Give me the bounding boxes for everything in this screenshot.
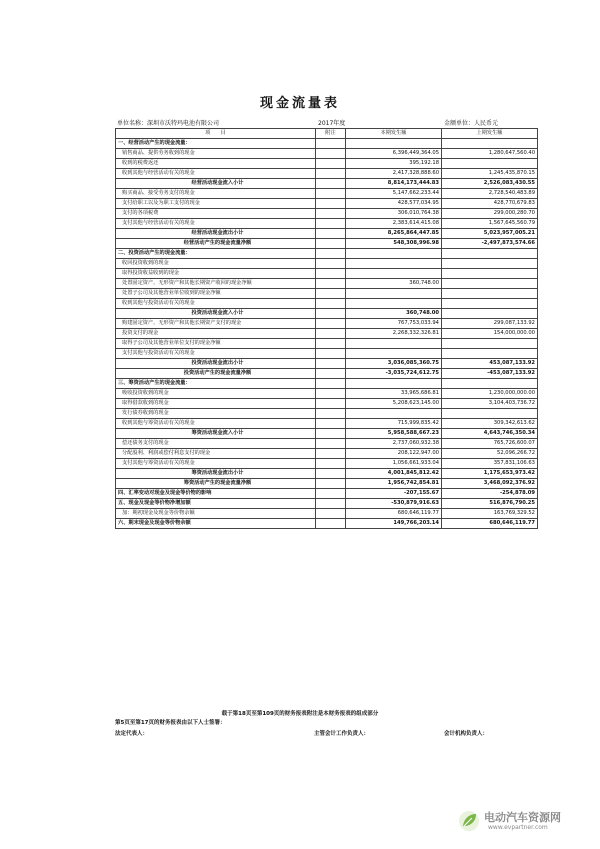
row-current-amount bbox=[346, 409, 442, 419]
row-current-amount: 360,748.00 bbox=[346, 309, 442, 319]
table-row bbox=[116, 239, 538, 249]
row-current-amount bbox=[346, 299, 442, 309]
table-row bbox=[116, 429, 538, 439]
row-current-amount: 149,766,203.14 bbox=[346, 519, 442, 529]
footer-pages: 第5页至第17页的财务报表由以下人士签署： bbox=[115, 720, 226, 726]
row-prior-amount: 453,087,133.92 bbox=[442, 359, 538, 369]
chief-accountant-label: 主管会计工作负责人： bbox=[314, 731, 370, 737]
table-row bbox=[116, 139, 538, 149]
row-item-cell: 取得借款收到的现金 bbox=[116, 399, 316, 409]
row-current-amount: -3,035,724,612.75 bbox=[346, 369, 442, 379]
row-current-amount: 395,192.18 bbox=[346, 159, 442, 169]
table-row bbox=[116, 369, 538, 379]
row-note-cell bbox=[316, 289, 346, 299]
table-row bbox=[116, 219, 538, 229]
table-row bbox=[116, 259, 538, 269]
row-note-cell bbox=[316, 469, 346, 479]
table-row bbox=[116, 209, 538, 219]
row-note-cell bbox=[316, 319, 346, 329]
row-prior-amount bbox=[442, 309, 538, 319]
company-name: 单位名称：深圳市沃特玛电池有限公司 bbox=[117, 120, 220, 127]
table-row bbox=[116, 509, 538, 519]
row-item-cell: 加：期初现金及现金等价物余额 bbox=[116, 509, 316, 519]
row-current-amount: 5,147,662,233.44 bbox=[346, 189, 442, 199]
row-item-cell: 投资活动现金流入小计 bbox=[116, 309, 316, 319]
row-current-amount: 2,737,060,932.38 bbox=[346, 439, 442, 449]
watermark bbox=[458, 808, 598, 836]
column-header-item: 项 目 bbox=[116, 129, 316, 139]
row-item-cell: 六、期末现金及现金等价物余额 bbox=[116, 519, 316, 529]
row-prior-amount: 1,280,647,560.40 bbox=[442, 149, 538, 159]
row-prior-amount bbox=[442, 379, 538, 389]
row-current-amount: 306,010,764.38 bbox=[346, 209, 442, 219]
row-note-cell bbox=[316, 419, 346, 429]
table-row bbox=[116, 229, 538, 239]
table-row bbox=[116, 479, 538, 489]
table-row bbox=[116, 439, 538, 449]
row-note-cell bbox=[316, 169, 346, 179]
row-prior-amount: 2,526,083,430.55 bbox=[442, 179, 538, 189]
row-item-cell: 发行债券收到的现金 bbox=[116, 409, 316, 419]
row-note-cell bbox=[316, 159, 346, 169]
row-item-cell: 购建固定资产、无形资产和其他长期资产支付的现金 bbox=[116, 319, 316, 329]
table-row bbox=[116, 329, 538, 339]
row-note-cell bbox=[316, 429, 346, 439]
watermark-url: www.evpartner.com bbox=[488, 824, 548, 831]
row-current-amount: 767,753,033.94 bbox=[346, 319, 442, 329]
row-current-amount: 548,308,996.98 bbox=[346, 239, 442, 249]
row-item-cell: 分配股利、利润或偿付利息支付的现金 bbox=[116, 449, 316, 459]
row-note-cell bbox=[316, 479, 346, 489]
row-note-cell bbox=[316, 209, 346, 219]
cash-flow-table bbox=[115, 128, 538, 529]
table-row bbox=[116, 489, 538, 499]
table-body bbox=[116, 139, 538, 529]
row-note-cell bbox=[316, 439, 346, 449]
row-item-cell: 销售商品、提供劳务收到的现金 bbox=[116, 149, 316, 159]
table-row bbox=[116, 499, 538, 509]
row-current-amount bbox=[346, 289, 442, 299]
row-note-cell bbox=[316, 449, 346, 459]
row-prior-amount: 154,000,000.00 bbox=[442, 329, 538, 339]
row-item-cell: 二、投资活动产生的现金流量： bbox=[116, 249, 316, 259]
row-note-cell bbox=[316, 149, 346, 159]
row-note-cell bbox=[316, 229, 346, 239]
row-prior-amount bbox=[442, 259, 538, 269]
row-item-cell: 取得投资收益收到的现金 bbox=[116, 269, 316, 279]
table-row bbox=[116, 199, 538, 209]
row-note-cell bbox=[316, 259, 346, 269]
row-note-cell bbox=[316, 239, 346, 249]
row-note-cell bbox=[316, 179, 346, 189]
row-note-cell bbox=[316, 519, 346, 529]
table-row bbox=[116, 149, 538, 159]
row-prior-amount bbox=[442, 299, 538, 309]
row-current-amount: 5,208,623,145.00 bbox=[346, 399, 442, 409]
row-prior-amount bbox=[442, 289, 538, 299]
row-note-cell bbox=[316, 139, 346, 149]
row-current-amount: 680,646,119.77 bbox=[346, 509, 442, 519]
row-current-amount: 715,999,835.42 bbox=[346, 419, 442, 429]
table-row bbox=[116, 449, 538, 459]
row-note-cell bbox=[316, 489, 346, 499]
watermark-text: 电动汽车资源网 bbox=[484, 811, 561, 824]
row-prior-amount: 5,023,957,005.21 bbox=[442, 229, 538, 239]
table-row bbox=[116, 319, 538, 329]
row-current-amount: 8,814,173,444.83 bbox=[346, 179, 442, 189]
report-year: 2017年度 bbox=[318, 120, 346, 127]
row-current-amount bbox=[346, 269, 442, 279]
row-prior-amount: -2,497,873,574.66 bbox=[442, 239, 538, 249]
table-row bbox=[116, 469, 538, 479]
page-title: 现金流量表 bbox=[259, 96, 340, 111]
legal-representative-label: 法定代表人： bbox=[115, 731, 149, 737]
row-prior-amount bbox=[442, 349, 538, 359]
table-row bbox=[116, 179, 538, 189]
table-row bbox=[116, 269, 538, 279]
column-header-current: 本期发生额 bbox=[346, 129, 442, 139]
row-item-cell: 四、汇率变动对现金及现金等价物的影响 bbox=[116, 489, 316, 499]
table-row bbox=[116, 409, 538, 419]
row-current-amount: 3,036,085,360.75 bbox=[346, 359, 442, 369]
row-prior-amount: 1,245,435,870.15 bbox=[442, 169, 538, 179]
row-item-cell: 收回投资收到的现金 bbox=[116, 259, 316, 269]
row-prior-amount: 3,104,403,736.72 bbox=[442, 399, 538, 409]
row-current-amount: -207,155.67 bbox=[346, 489, 442, 499]
footer-note: 载于第18页至第109页的财务报表附注是本财务报表的组成部分 bbox=[221, 711, 379, 717]
table-row bbox=[116, 309, 538, 319]
currency-unit: 金额单位：人民币元 bbox=[444, 120, 499, 127]
row-current-amount bbox=[346, 259, 442, 269]
row-item-cell: 处置子公司及其他营业单位收到的现金净额 bbox=[116, 289, 316, 299]
row-note-cell bbox=[316, 249, 346, 259]
table-row bbox=[116, 459, 538, 469]
row-item-cell: 筹资活动产生的现金流量净额 bbox=[116, 479, 316, 489]
table-row bbox=[116, 159, 538, 169]
table-row bbox=[116, 389, 538, 399]
row-current-amount bbox=[346, 139, 442, 149]
row-prior-amount bbox=[442, 279, 538, 289]
row-item-cell: 一、经营活动产生的现金流量： bbox=[116, 139, 316, 149]
row-item-cell: 经营活动现金流出小计 bbox=[116, 229, 316, 239]
table-row bbox=[116, 379, 538, 389]
column-header-prior: 上期发生额 bbox=[442, 129, 538, 139]
row-current-amount: 1,956,742,854.81 bbox=[346, 479, 442, 489]
row-prior-amount bbox=[442, 409, 538, 419]
row-item-cell: 收到其他与经营活动有关的现金 bbox=[116, 169, 316, 179]
table-row bbox=[116, 359, 538, 369]
row-item-cell: 支付给职工以及为职工支付的现金 bbox=[116, 199, 316, 209]
table-row bbox=[116, 399, 538, 409]
row-note-cell bbox=[316, 269, 346, 279]
row-prior-amount: -453,087,133.92 bbox=[442, 369, 538, 379]
row-item-cell: 筹资活动现金流出小计 bbox=[116, 469, 316, 479]
row-note-cell bbox=[316, 299, 346, 309]
row-note-cell bbox=[316, 399, 346, 409]
row-item-cell: 收到的税费返还 bbox=[116, 159, 316, 169]
row-current-amount: 5,958,588,667.23 bbox=[346, 429, 442, 439]
row-prior-amount bbox=[442, 339, 538, 349]
row-current-amount: 1,056,661,933.04 bbox=[346, 459, 442, 469]
row-item-cell: 处置固定资产、无形资产和其他长期资产收回的现金净额 bbox=[116, 279, 316, 289]
row-prior-amount: 1,230,000,000.00 bbox=[442, 389, 538, 399]
row-current-amount: 6,396,449,364.05 bbox=[346, 149, 442, 159]
row-prior-amount: 1,567,645,560.79 bbox=[442, 219, 538, 229]
row-prior-amount: 516,876,790.25 bbox=[442, 499, 538, 509]
row-prior-amount: 309,342,613.62 bbox=[442, 419, 538, 429]
table-row bbox=[116, 339, 538, 349]
row-item-cell: 投资支付的现金 bbox=[116, 329, 316, 339]
row-note-cell bbox=[316, 499, 346, 509]
row-prior-amount: 428,770,679.83 bbox=[442, 199, 538, 209]
row-note-cell bbox=[316, 309, 346, 319]
row-note-cell bbox=[316, 219, 346, 229]
row-current-amount bbox=[346, 339, 442, 349]
row-prior-amount: 299,087,133.92 bbox=[442, 319, 538, 329]
row-item-cell: 经营活动现金流入小计 bbox=[116, 179, 316, 189]
row-prior-amount: 52,096,266.72 bbox=[442, 449, 538, 459]
row-prior-amount bbox=[442, 159, 538, 169]
row-note-cell bbox=[316, 369, 346, 379]
row-prior-amount: 1,175,653,973.42 bbox=[442, 469, 538, 479]
table-row bbox=[116, 279, 538, 289]
row-prior-amount: 2,728,540,483.89 bbox=[442, 189, 538, 199]
row-item-cell: 经营活动产生的现金流量净额 bbox=[116, 239, 316, 249]
row-note-cell bbox=[316, 379, 346, 389]
row-current-amount: 208,122,947.00 bbox=[346, 449, 442, 459]
row-note-cell bbox=[316, 459, 346, 469]
row-note-cell bbox=[316, 349, 346, 359]
row-note-cell bbox=[316, 189, 346, 199]
row-prior-amount bbox=[442, 249, 538, 259]
row-prior-amount: 299,000,280.70 bbox=[442, 209, 538, 219]
row-current-amount: 428,577,034.95 bbox=[346, 199, 442, 209]
row-item-cell: 筹资活动现金流入小计 bbox=[116, 429, 316, 439]
table-row bbox=[116, 169, 538, 179]
row-current-amount: 2,268,332,326.81 bbox=[346, 329, 442, 339]
row-current-amount bbox=[346, 249, 442, 259]
table-row bbox=[116, 189, 538, 199]
row-item-cell: 投资活动现金流出小计 bbox=[116, 359, 316, 369]
row-item-cell: 五、现金及现金等价物净增加额 bbox=[116, 499, 316, 509]
row-item-cell: 支付其他与投资活动有关的现金 bbox=[116, 349, 316, 359]
row-item-cell: 偿还债务支付的现金 bbox=[116, 439, 316, 449]
table-row bbox=[116, 349, 538, 359]
row-item-cell: 吸收投资收到的现金 bbox=[116, 389, 316, 399]
row-note-cell bbox=[316, 199, 346, 209]
row-current-amount: 8,265,864,447.85 bbox=[346, 229, 442, 239]
row-current-amount: 360,748.00 bbox=[346, 279, 442, 289]
row-prior-amount bbox=[442, 139, 538, 149]
column-header-note: 附注 bbox=[316, 129, 346, 139]
row-item-cell: 投资活动产生的现金流量净额 bbox=[116, 369, 316, 379]
table-row bbox=[116, 299, 538, 309]
row-item-cell: 取得子公司及其他营业单位支付的现金净额 bbox=[116, 339, 316, 349]
row-current-amount: 33,965,686.81 bbox=[346, 389, 442, 399]
row-note-cell bbox=[316, 409, 346, 419]
row-item-cell: 购买商品、接受劳务支付的现金 bbox=[116, 189, 316, 199]
row-current-amount: 2,383,614,415.08 bbox=[346, 219, 442, 229]
table-row bbox=[116, 289, 538, 299]
row-current-amount: -530,879,916.63 bbox=[346, 499, 442, 509]
table-row bbox=[116, 519, 538, 529]
row-note-cell bbox=[316, 329, 346, 339]
row-prior-amount: 765,726,600.07 bbox=[442, 439, 538, 449]
row-current-amount: 2,417,328,888.60 bbox=[346, 169, 442, 179]
row-note-cell bbox=[316, 359, 346, 369]
table-header-row bbox=[116, 129, 538, 139]
row-note-cell bbox=[316, 509, 346, 519]
table-row bbox=[116, 249, 538, 259]
row-item-cell: 收到其他与投资活动有关的现金 bbox=[116, 299, 316, 309]
row-item-cell: 收到其他与筹资活动有关的现金 bbox=[116, 419, 316, 429]
leaf-logo-icon bbox=[458, 810, 480, 832]
row-item-cell: 三、筹资活动产生的现金流量： bbox=[116, 379, 316, 389]
row-note-cell bbox=[316, 279, 346, 289]
row-note-cell bbox=[316, 389, 346, 399]
row-item-cell: 支付其他与经营活动有关的现金 bbox=[116, 219, 316, 229]
row-prior-amount: 4,643,746,350.34 bbox=[442, 429, 538, 439]
row-prior-amount: -254,878.09 bbox=[442, 489, 538, 499]
row-item-cell: 支付的各项税费 bbox=[116, 209, 316, 219]
row-prior-amount: 680,646,119.77 bbox=[442, 519, 538, 529]
row-prior-amount bbox=[442, 269, 538, 279]
row-note-cell bbox=[316, 339, 346, 349]
row-item-cell: 支付其他与筹资活动有关的现金 bbox=[116, 459, 316, 469]
accounting-head-label: 会计机构负责人： bbox=[444, 731, 489, 737]
row-current-amount bbox=[346, 379, 442, 389]
row-current-amount bbox=[346, 349, 442, 359]
row-current-amount: 4,001,845,812.42 bbox=[346, 469, 442, 479]
row-prior-amount: 357,831,106.63 bbox=[442, 459, 538, 469]
row-prior-amount: 163,769,329.52 bbox=[442, 509, 538, 519]
row-prior-amount: 3,468,092,376.92 bbox=[442, 479, 538, 489]
table-row bbox=[116, 419, 538, 429]
